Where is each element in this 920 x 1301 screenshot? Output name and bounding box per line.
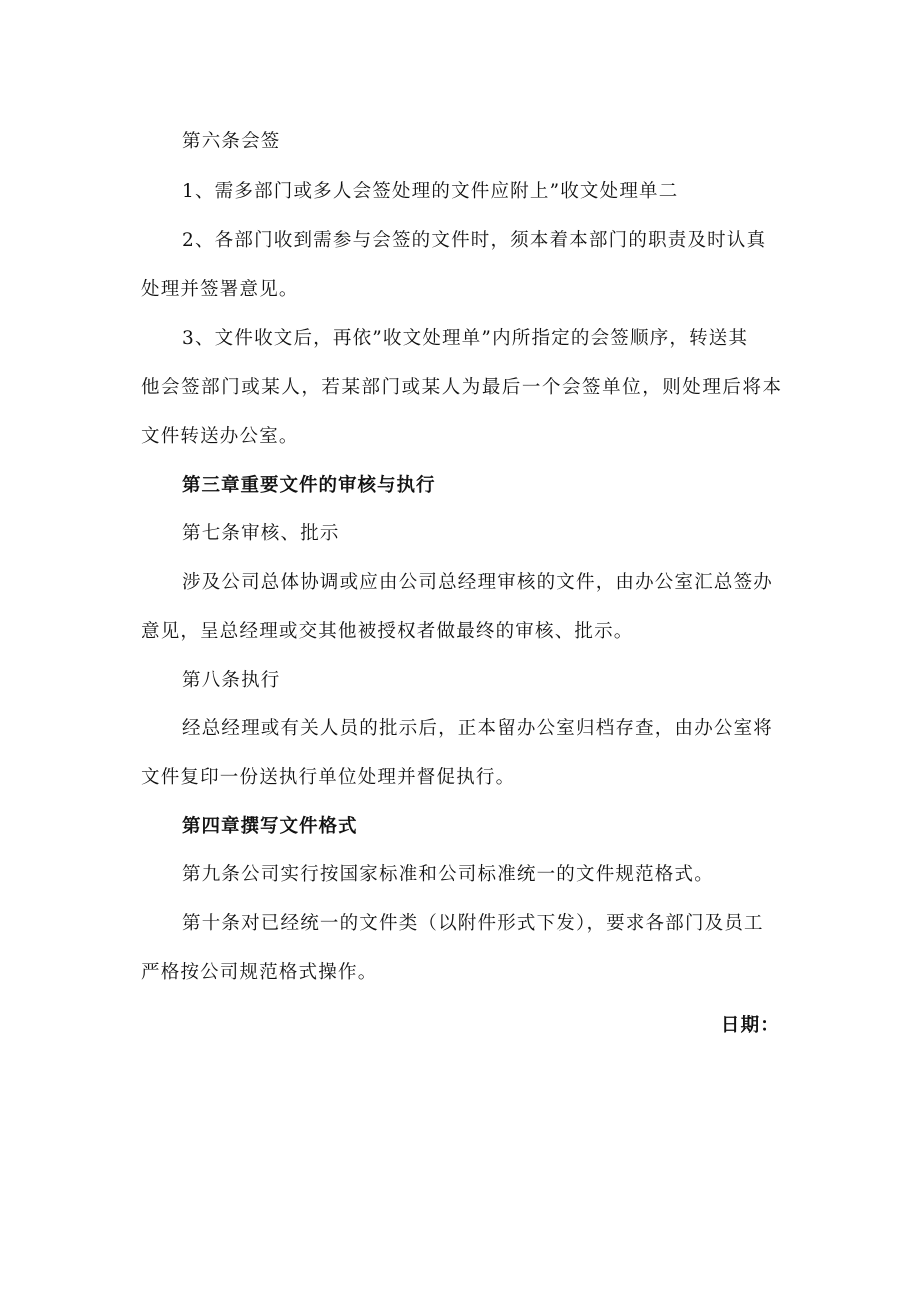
article6-title: 第六条会签	[182, 131, 281, 152]
article6-item2-line2: 处理并签署意见。	[141, 279, 299, 300]
article10-line2: 严格按公司规范格式操作。	[141, 962, 378, 983]
article8-body-line2: 文件复印一份送执行单位处理并督促执行。	[141, 767, 516, 788]
article8-title: 第八条执行	[182, 670, 281, 691]
article6-item1: 1、需多部门或多人会签处理的文件应附上”收文处理单二	[182, 181, 679, 202]
article10-line1: 第十条对已经统一的文件类（以附件形式下发），要求各部门及员工	[182, 913, 764, 934]
article6-item3-line1: 3、文件收文后，再依”收文处理单”内所指定的会签顺序，转送其	[182, 328, 749, 349]
date-label: 日期：	[720, 1015, 780, 1036]
article6-item3-line2: 他会签部门或某人，若某部门或某人为最后一个会签单位，则处理后将本	[141, 377, 781, 398]
article6-item2-line1: 2、各部门收到需参与会签的文件时，须本着本部门的职责及时认真	[182, 230, 767, 251]
chapter3-heading: 第三章重要文件的审核与执行	[182, 475, 436, 496]
article7-title: 第七条审核、批示	[182, 523, 340, 544]
article7-body-line2: 意见，呈总经理或交其他被授权者做最终的审核、批示。	[141, 621, 634, 642]
article9-text: 第九条公司实行按国家标准和公司标准统一的文件规范格式。	[182, 864, 714, 885]
article8-body-line1: 经总经理或有关人员的批示后，正本留办公室归档存查，由办公室将	[182, 718, 774, 739]
chapter4-heading: 第四章撰写文件格式	[182, 816, 358, 837]
article7-body-line1: 涉及公司总体协调或应由公司总经理审核的文件，由办公室汇总签办	[182, 572, 774, 593]
article6-item3-line3: 文件转送办公室。	[141, 426, 299, 447]
